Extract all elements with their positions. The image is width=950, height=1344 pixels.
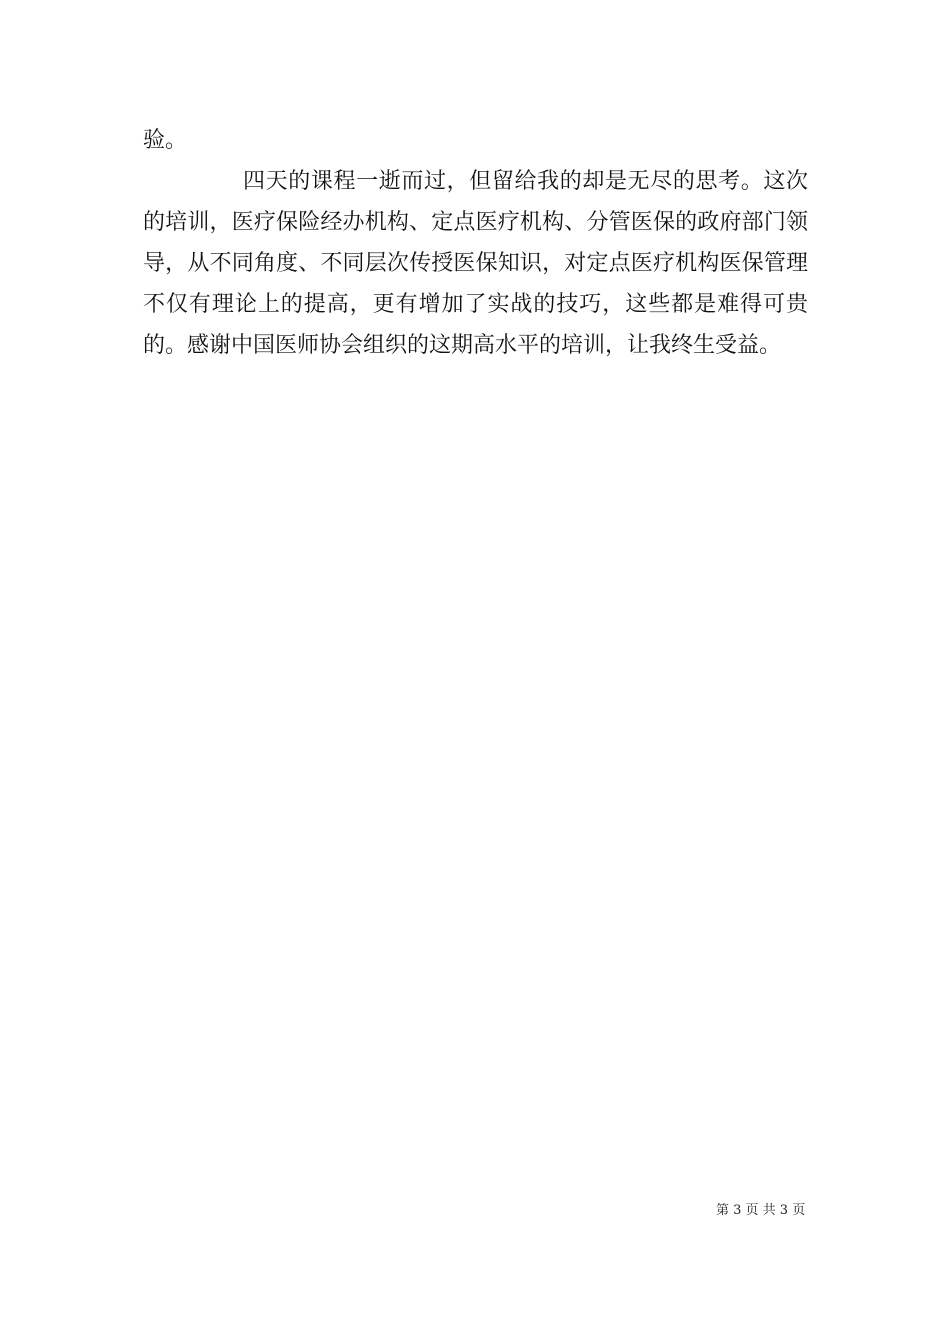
- page-number-footer: 第 3 页 共 3 页: [716, 1203, 806, 1218]
- paragraph-reflection: 四天的课程一逝而过，但留给我的却是无尽的思考。这次的培训，医疗保险经办机构、定点医疗机构、分管医保的政府部门领导，从不同角度、不同层次传授医保知识，对定点医疗机构医保管理不仅有理论上的提高，更有增加了实战的技巧，这些都是难得可贵的。感谢中国医师协会组织的这期高水平的培训，让我终生受益。: [143, 169, 808, 358]
- paragraph-continuation: 验。: [143, 128, 188, 153]
- document-body: [143, 120, 808, 366]
